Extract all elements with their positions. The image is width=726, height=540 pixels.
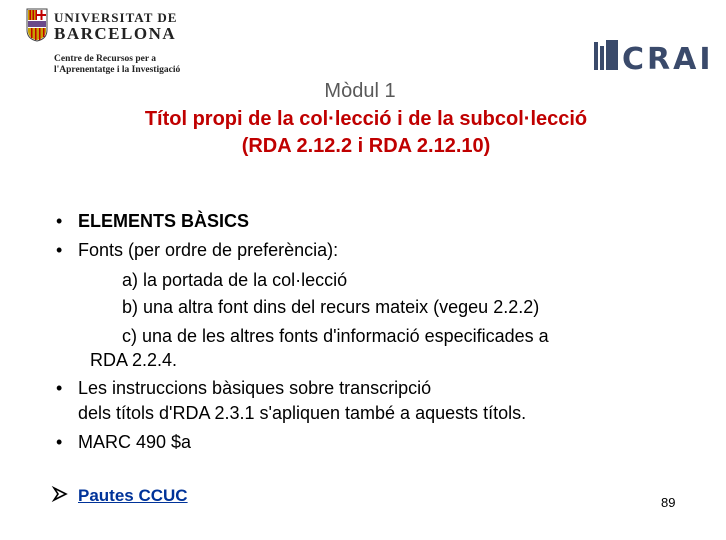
- crai-logo-text: CRAI: [622, 42, 714, 77]
- bullet-marc: MARC 490 $a: [78, 432, 192, 452]
- page-number: 89: [661, 495, 676, 510]
- centre-name: [54, 54, 180, 76]
- bullet-instructions-line2: dels títols d'RDA 2.3.1 s'apliquen també a aquests títols.: [78, 403, 527, 423]
- centre-name-line1: Centre de Recursos per a: [54, 54, 157, 64]
- slide-title: Títol propi de la col·lecció i de la subcol·lecció: [144, 108, 588, 130]
- module-title: Mòdul 1: [324, 80, 396, 102]
- bullet-elements-basics: ELEMENTS BÀSICS: [78, 211, 250, 231]
- centre-name-line2: l'Aprenentatge i la Investigació: [54, 65, 181, 75]
- source-item-a: a) la portada de la col·lecció: [122, 270, 348, 290]
- bullet-marker: •: [56, 432, 63, 452]
- arrow-right-icon: [52, 486, 68, 502]
- university-logo: [26, 8, 206, 80]
- bullet-marker: •: [56, 211, 63, 231]
- bullet-marker: •: [56, 240, 63, 260]
- slide-subtitle: (RDA 2.12.2 i RDA 2.12.10): [241, 135, 491, 157]
- source-item-c-line2: RDA 2.2.4.: [90, 350, 178, 370]
- source-item-b: b) una altra font dins del recurs mateix (vegeu 2.2.2): [122, 297, 540, 317]
- crest-icon: [26, 8, 48, 42]
- pautes-ccuc-link[interactable]: Pautes CCUC: [78, 486, 188, 505]
- bullet-sources: Fonts (per ordre de preferència):: [78, 240, 339, 260]
- bullet-instructions-line1: Les instruccions bàsiques sobre transcripció: [78, 378, 432, 398]
- source-item-c-line1: c) una de les altres fonts d'informació especificades a: [122, 326, 549, 346]
- university-name-line2: BARCELONA: [54, 24, 177, 43]
- crai-logo-icon: [592, 36, 714, 77]
- bullet-marker: •: [56, 378, 63, 398]
- university-name-line1: UNIVERSITAT DE: [54, 10, 178, 25]
